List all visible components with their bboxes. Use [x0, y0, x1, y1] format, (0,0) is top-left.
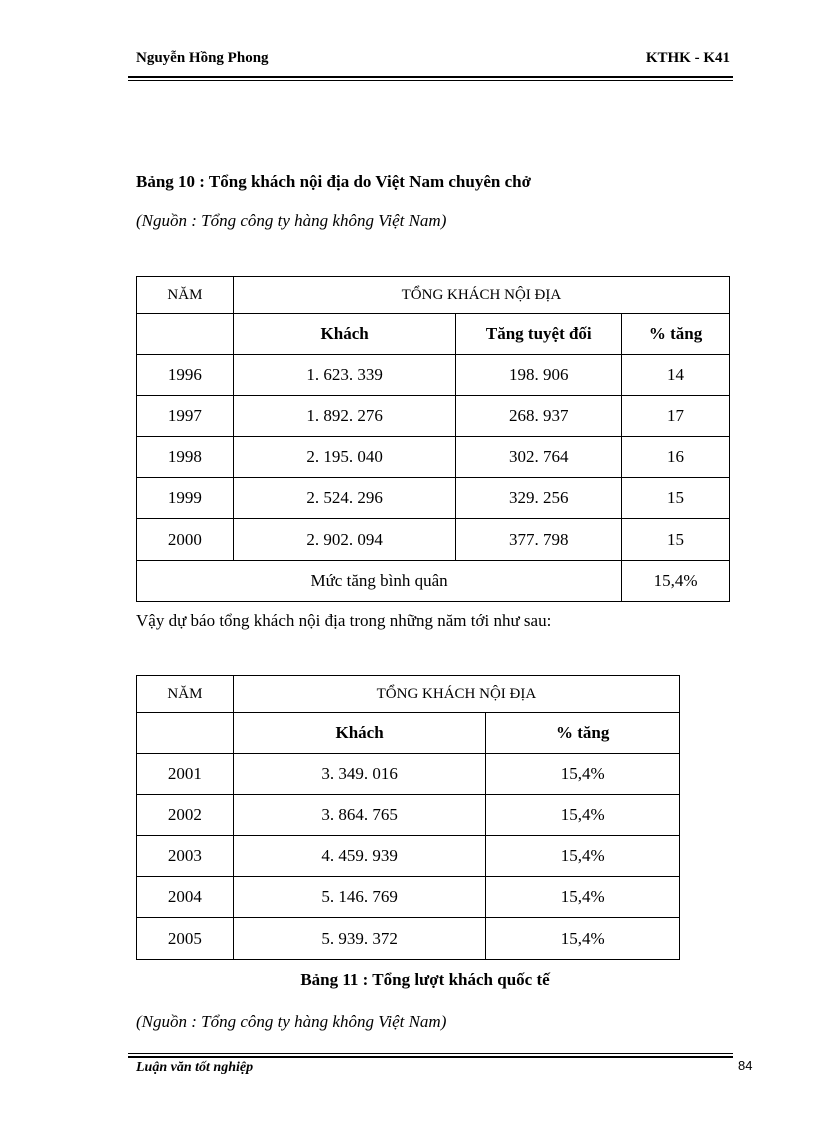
year-cell: 1997	[137, 396, 234, 437]
increase-cell: 302. 764	[456, 437, 622, 478]
passengers-cell: 3. 349. 016	[233, 754, 486, 795]
passengers-cell: 5. 146. 769	[233, 877, 486, 918]
forecast-header-blank	[137, 713, 234, 754]
table10-col-percent: % tăng	[622, 314, 730, 355]
percent-cell: 15,4%	[486, 918, 680, 960]
percent-cell: 15,4%	[486, 795, 680, 836]
table-row	[137, 478, 730, 519]
forecast-table	[136, 675, 680, 960]
table-row	[137, 437, 730, 478]
table10-average-row	[137, 561, 730, 602]
table-row	[137, 396, 730, 437]
increase-cell: 198. 906	[456, 355, 622, 396]
year-cell: 1998	[137, 437, 234, 478]
table11-title: Bảng 11 : Tổng lượt khách quốc tế	[300, 970, 550, 989]
forecast-header-year: NĂM	[137, 676, 234, 713]
passengers-cell: 3. 864. 765	[233, 795, 486, 836]
author-name: Nguyễn Hồng Phong	[136, 50, 269, 66]
increase-cell: 268. 937	[456, 396, 622, 437]
percent-cell: 15,4%	[486, 754, 680, 795]
forecast-header-group: TỔNG KHÁCH NỘI ĐỊA	[233, 676, 679, 713]
passengers-cell: 2. 524. 296	[233, 478, 456, 519]
table-row	[137, 519, 730, 561]
year-cell: 2001	[137, 754, 234, 795]
table-row	[137, 918, 680, 960]
table-row	[137, 795, 680, 836]
passengers-cell: 1. 892. 276	[233, 396, 456, 437]
percent-cell: 17	[622, 396, 730, 437]
footer-rule	[128, 1056, 733, 1058]
table10-col-increase: Tăng tuyệt đối	[456, 314, 622, 355]
header-rule-thin	[128, 80, 733, 81]
table-row	[137, 877, 680, 918]
increase-cell: 329. 256	[456, 478, 622, 519]
year-cell: 2004	[137, 877, 234, 918]
year-cell: 2002	[137, 795, 234, 836]
percent-cell: 15	[622, 519, 730, 561]
year-cell: 1996	[137, 355, 234, 396]
class-code: KTHK - K41	[645, 50, 730, 66]
table10-source: (Nguồn : Tổng công ty hàng không Việt Nam)	[136, 211, 447, 230]
percent-cell: 15,4%	[486, 877, 680, 918]
table10-header-year: NĂM	[137, 277, 234, 314]
year-cell: 1999	[137, 478, 234, 519]
passengers-cell: 4. 459. 939	[233, 836, 486, 877]
increase-cell: 377. 798	[456, 519, 622, 561]
average-value: 15,4%	[622, 561, 730, 602]
year-cell: 2005	[137, 918, 234, 960]
table10	[136, 276, 730, 602]
table-row	[137, 355, 730, 396]
footer-label: Luận văn tốt nghiệp	[136, 1060, 254, 1075]
forecast-intro: Vậy dự báo tổng khách nội địa trong những năm tới như sau:	[136, 611, 552, 630]
forecast-col-passengers: Khách	[233, 713, 486, 754]
year-cell: 2000	[137, 519, 234, 561]
passengers-cell: 2. 195. 040	[233, 437, 456, 478]
footer-rule-thin	[128, 1053, 733, 1054]
passengers-cell: 2. 902. 094	[233, 519, 456, 561]
table10-header-blank	[137, 314, 234, 355]
forecast-col-percent: % tăng	[486, 713, 680, 754]
table10-col-passengers: Khách	[233, 314, 456, 355]
table-row	[137, 836, 680, 877]
percent-cell: 15	[622, 478, 730, 519]
year-cell: 2003	[137, 836, 234, 877]
percent-cell: 14	[622, 355, 730, 396]
table10-title: Bảng 10 : Tổng khách nội địa do Việt Nam chuyên chở	[136, 172, 531, 191]
table11-source: (Nguồn : Tổng công ty hàng không Việt Nam)	[136, 1012, 447, 1031]
table-row	[137, 754, 680, 795]
page-number: 84	[738, 1058, 753, 1073]
passengers-cell: 5. 939. 372	[233, 918, 486, 960]
percent-cell: 16	[622, 437, 730, 478]
table10-header-group: TỔNG KHÁCH NỘI ĐỊA	[233, 277, 729, 314]
average-label: Mức tăng bình quân	[137, 561, 622, 602]
percent-cell: 15,4%	[486, 836, 680, 877]
header-rule	[128, 76, 733, 78]
passengers-cell: 1. 623. 339	[233, 355, 456, 396]
page-header	[136, 50, 730, 70]
